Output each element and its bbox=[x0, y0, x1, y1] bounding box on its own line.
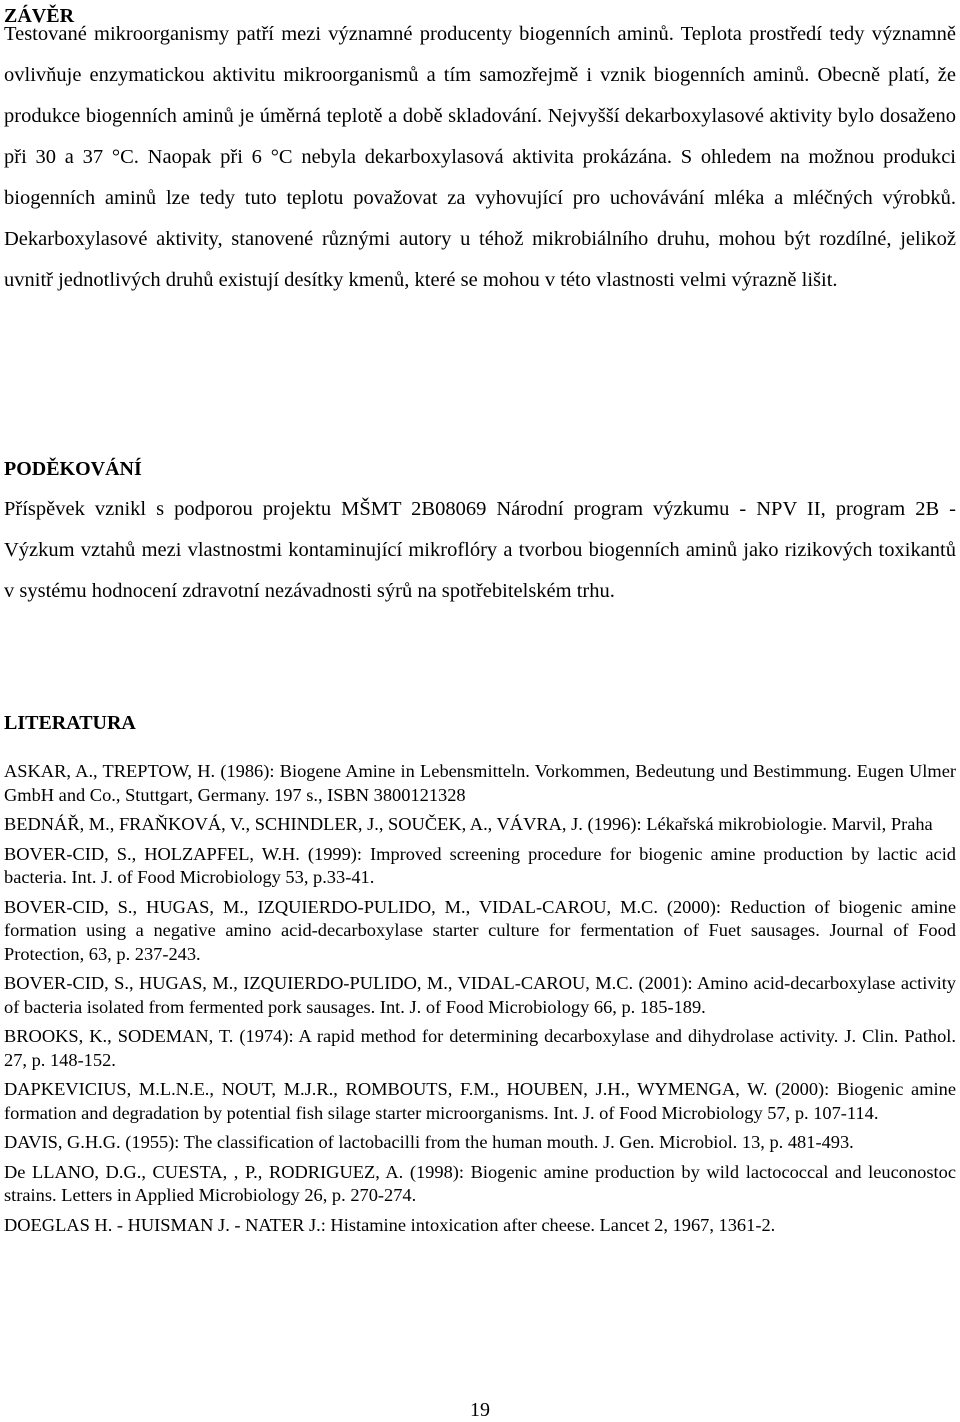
reference-list bbox=[4, 760, 956, 1243]
reference-item: BOVER-CID, S., HUGAS, M., IZQUIERDO-PULIDO, M., VIDAL-CAROU, M.C. (2001): Amino acid-decarboxylase activity of bacteria isolated from fermented pork sausages. Int. J. of Food Microbiology 66, p. 185-189. bbox=[4, 973, 956, 1017]
reference-item: BOVER-CID, S., HOLZAPFEL, W.H. (1999): Improved screening procedure for biogenic amine production by lactic acid bacteria. Int. J. of Food Microbiology 53, p.33-41. bbox=[4, 843, 956, 887]
reference-item: ASKAR, A., TREPTOW, H. (1986): Biogene Amine in Lebensmitteln. Vorkommen, Bedeutung und Bestimmung. Eugen Ulmer GmbH and Co., Stuttgart, Germany. 197 s., ISBN 3800121328 bbox=[4, 761, 956, 805]
reference-item: BEDNÁŘ, M., FRAŇKOVÁ, V., SCHINDLER, J., SOUČEK, A., VÁVRA, J. (1996): Lékařská mikrobiologie. Marvil, Praha bbox=[4, 814, 933, 834]
page-number: 19 bbox=[470, 1399, 490, 1421]
reference-item: DOEGLAS H. - HUISMAN J. - NATER J.: Histamine intoxication after cheese. Lancet 2, 1967, 1361-2. bbox=[4, 1214, 776, 1235]
acknowledgement-heading: PODĚKOVÁNÍ bbox=[4, 458, 142, 480]
reference-item: BOVER-CID, S., HUGAS, M., IZQUIERDO-PULIDO, M., VIDAL-CAROU, M.C. (2000): Reduction of biogenic amine formation using a negative amino acid-decarboxylase starter culture for fermentation of Fuet sausages. Journal of Food Protection, 63, p. 237-243. bbox=[4, 896, 956, 964]
acknowledgement-paragraph: Příspěvek vznikl s podporou projektu MŠMT 2B08069 Národní program výzkumu - NPV II, program 2B - Výzkum vztahů mezi vlastnostmi kontaminující mikroflóry a tvorbou biogenních aminů jako rizikových toxikantů v systému hodnocení zdravotní nezávadnosti sýrů na spotřebitelském trhu. bbox=[4, 498, 956, 602]
reference-item: DAPKEVICIUS, M.L.N.E., NOUT, M.J.R., ROMBOUTS, F.M., HOUBEN, J.H., WYMENGA, W. (2000): Biogenic amine formation and degradation by potential fish silage starter microorganisms. Int. J. of Food Microbiology 57, p. 107-114. bbox=[4, 1079, 956, 1123]
conclusion-paragraph: Testované mikroorganismy patří mezi významné producenty biogenních aminů. Teplota prostředí tedy významně ovlivňuje enzymatickou aktivitu mikroorganismů a tím samozřejmě i vznik biogenních aminů. Obecně platí, že produkce biogenních aminů je úměrná teplotě a době skladování. Nejvyšší dekarboxylasové aktivity bylo dosaženo při 30 a 37 °C. Naopak při 6 °C nebyla dekarboxylasová aktivita prokázána. S ohledem na možnou produkci biogenních aminů lze tedy tuto teplotu považovat za vyhovující pro uchovávání mléka a mléčných výrobků. Dekarboxylasové aktivity, stanovené různými autory u téhož mikrobiálního druhu, mohou být rozdílné, jelikož uvnitř jednotlivých druhů existují desítky kmenů, které se mohou v této vlastnosti velmi výrazně lišit. bbox=[4, 23, 956, 291]
conclusion-heading: ZÁVĚR bbox=[4, 5, 75, 27]
reference-item: DAVIS, G.H.G. (1955): The classification of lactobacilli from the human mouth. J. Gen. Microbiol. 13, p. 481-493. bbox=[4, 1132, 854, 1152]
reference-item: De LLANO, D.G., CUESTA, , P., RODRIGUEZ, A. (1998): Biogenic amine production by wild lactococcal and leuconostoc strains. Letters in Applied Microbiology 26, p. 270-274. bbox=[4, 1161, 956, 1205]
reference-item: BROOKS, K., SODEMAN, T. (1974): A rapid method for determining decarboxylase and dihydrolase activity. J. Clin. Pathol. 27, p. 148-152. bbox=[4, 1026, 956, 1070]
literature-heading: LITERATURA bbox=[4, 712, 136, 734]
